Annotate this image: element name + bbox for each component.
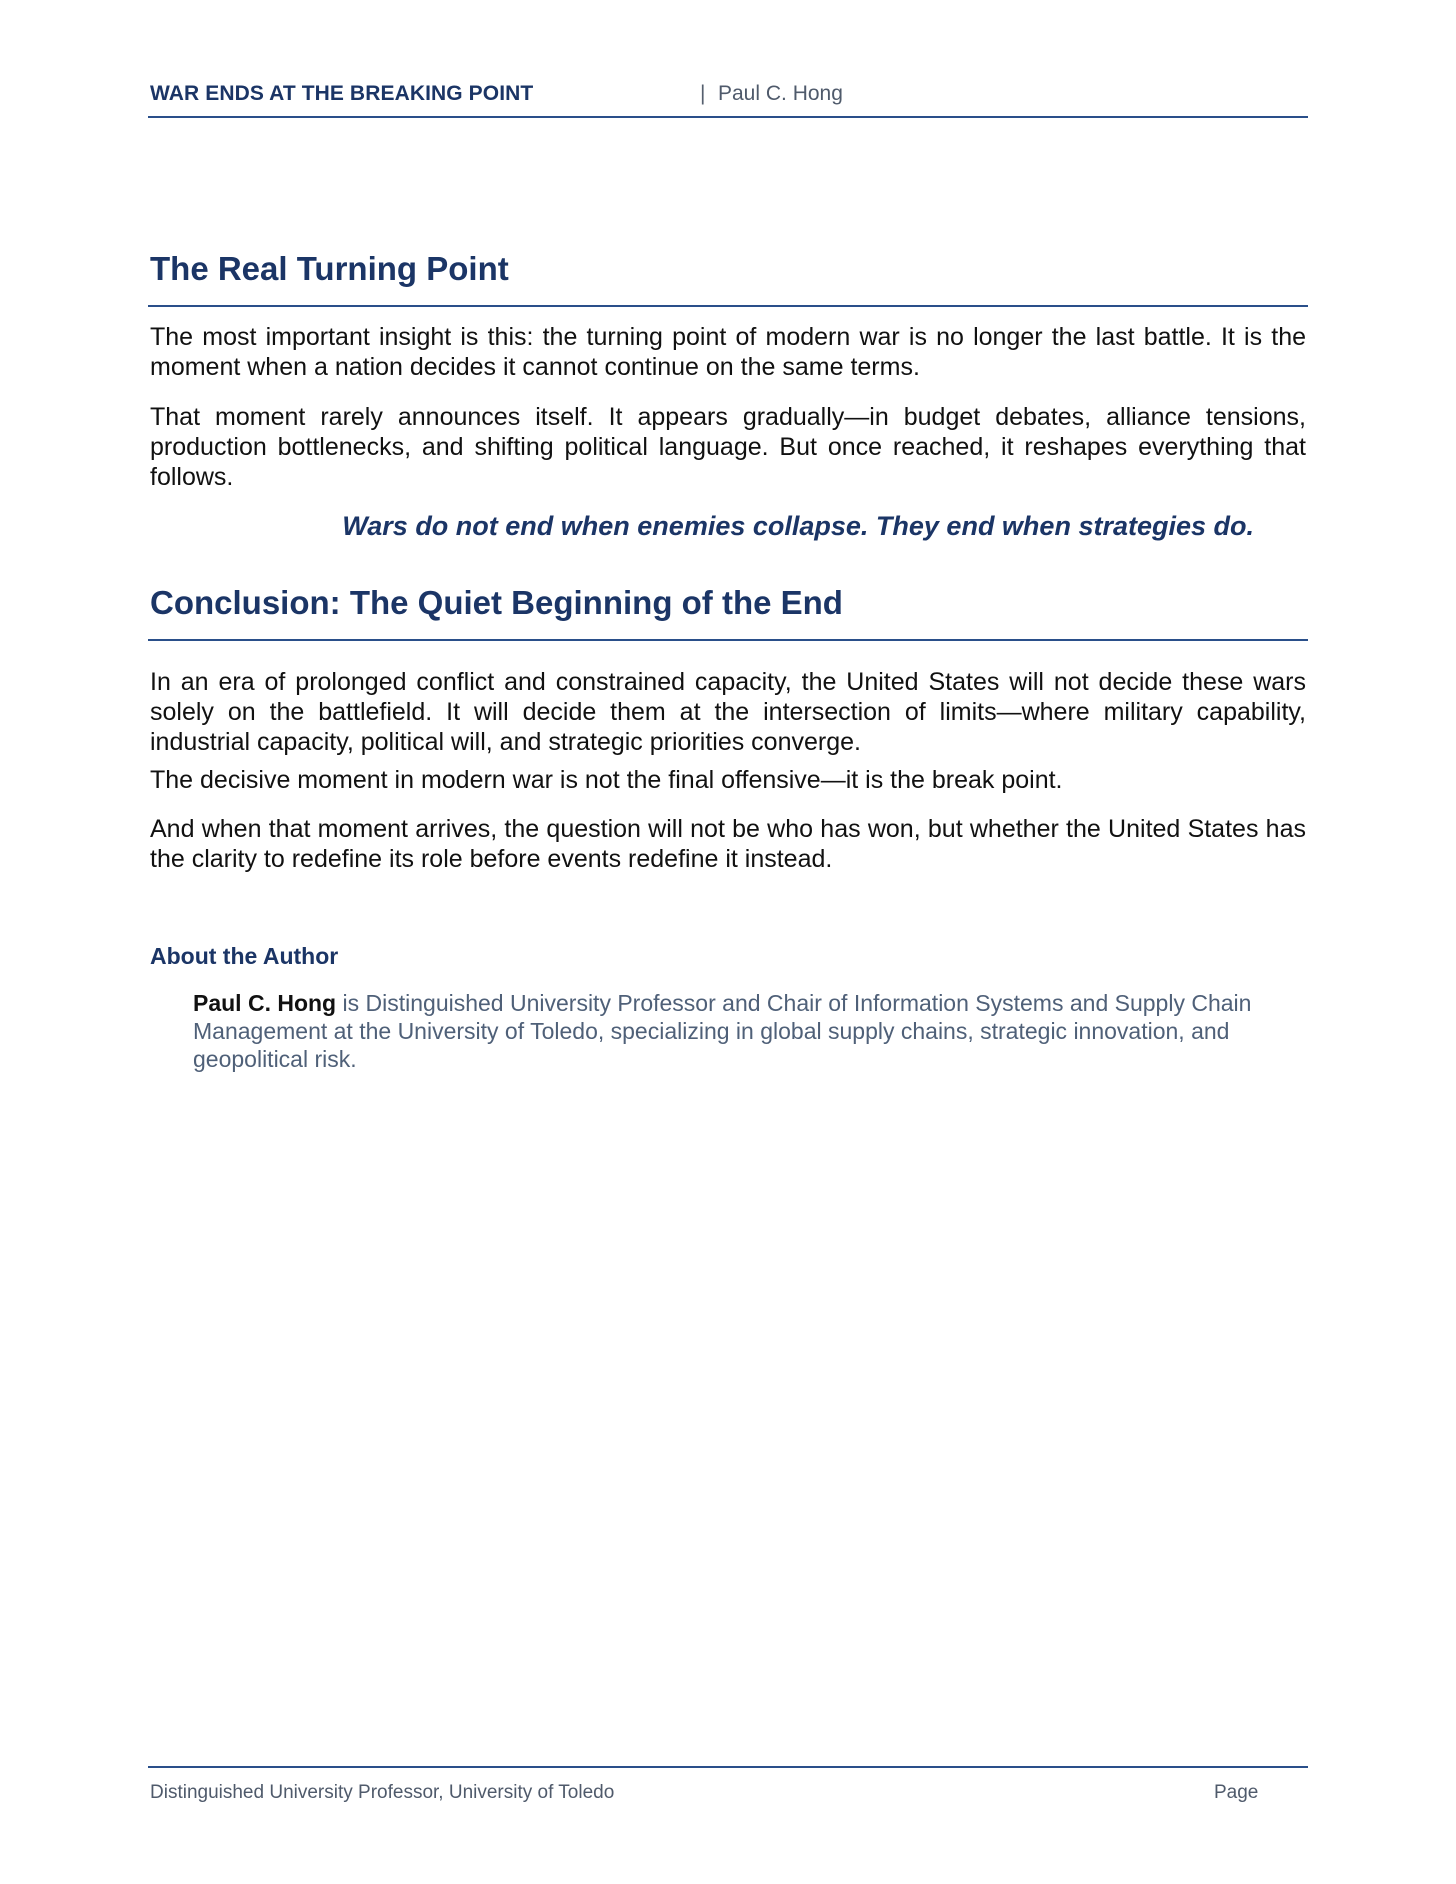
author-bio-text: is Distinguished University Professor and Chair of Information Systems and Supply Chain Management at the University of Toledo, specializing in global supply chains, strategic innovation, and geopolitical risk. [193,990,1252,1072]
paragraph: The decisive moment in modern war is not the final offensive—it is the break point. [150,766,1063,794]
paragraph: And when that moment arrives, the question will not be who has won, but whether the United States has the clarity to redefine its role before events redefine it instead. [150,815,1306,873]
footer-page-label: Page [1214,1782,1259,1803]
author-name: Paul C. Hong [193,990,337,1016]
section-heading-conclusion: Conclusion: The Quiet Beginning of the End [148,584,1308,641]
paragraph: The most important insight is this: the turning point of modern war is no longer the last battle. It is the moment when a nation decides it cannot continue on the same terms. [150,323,1306,381]
section-heading-turning-point: The Real Turning Point [148,250,1308,307]
header-author: Paul C. Hong [718,82,843,105]
paragraph: That moment rarely announces itself. It appears gradually—in budget debates, alliance tensions, production bottlenecks, and shifting political language. But once reached, it reshapes everything that follows. [150,403,1306,491]
header-title: WAR ENDS AT THE BREAKING POINT [150,82,534,105]
paragraph: In an era of prolonged conflict and constrained capacity, the United States will not decide these wars solely on the battlefield. It will decide them at the intersection of limits—where military capability, industrial capacity, political will, and strategic priorities converge. [150,668,1306,756]
running-footer [148,1766,1308,1806]
about-author-bio [193,989,1303,1073]
pull-quote: Wars do not end when enemies collapse. They end when strategies do. [342,511,1254,541]
running-header [148,82,1308,118]
header-separator: | [700,82,706,105]
about-author-heading: About the Author [150,943,339,969]
footer-affiliation: Distinguished University Professor, University of Toledo [150,1782,615,1803]
